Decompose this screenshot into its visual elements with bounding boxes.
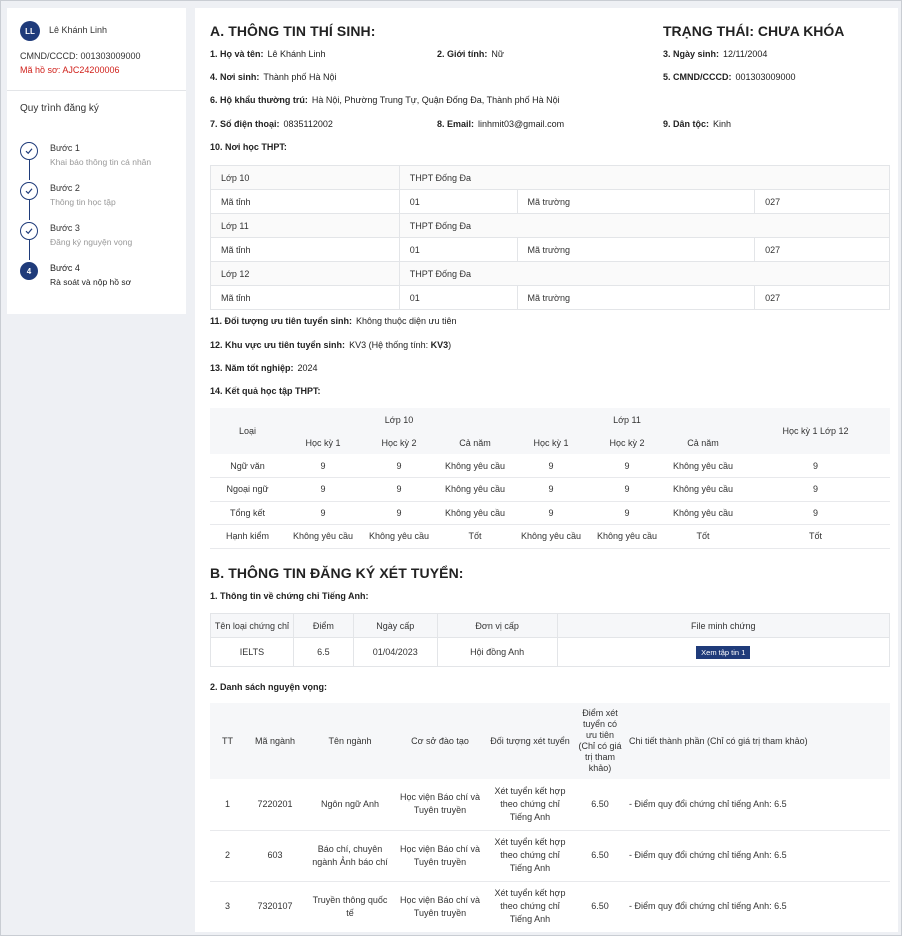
section-a-title: A. THÔNG TIN THÍ SINH:	[210, 23, 376, 39]
cell: Ngữ văn	[210, 454, 285, 478]
field-priority-area	[210, 340, 451, 350]
column-header: Cơ sở đào tạo	[395, 703, 485, 779]
step-title: Bước 1	[50, 143, 80, 153]
field-label: 3. Ngày sinh:	[663, 49, 720, 59]
column-header: Ngày cấp	[353, 614, 437, 638]
cell: Xét tuyển kết hợp theo chứng chỉ Tiếng Anh	[485, 779, 575, 830]
field-value: Lê Khánh Linh	[267, 49, 326, 59]
field-label: 14. Kết quả học tập THPT:	[210, 386, 321, 396]
column-header: Tên loại chứng chỉ	[211, 614, 294, 638]
field-label: 5. CMND/CCCD:	[663, 72, 732, 82]
cell	[557, 638, 889, 667]
user-card	[7, 8, 186, 91]
cell: Hội đồng Anh	[437, 638, 557, 667]
cell: 9	[361, 501, 437, 525]
cell: 027	[755, 190, 890, 214]
cell: Không yêu cầu	[589, 525, 665, 549]
field-label: 10. Nơi học THPT:	[210, 142, 287, 152]
column-header: Lớp 11	[513, 408, 741, 431]
field-value-end: )	[448, 340, 452, 350]
field-label: 12. Khu vực ưu tiên tuyển sinh:	[210, 340, 346, 350]
table-row	[210, 478, 890, 502]
cell: - Điểm quy đổi chứng chỉ tiếng Anh: 6.5	[625, 881, 890, 932]
cell: Mã trường	[517, 286, 755, 310]
table-row	[211, 286, 890, 310]
field-phone	[210, 119, 333, 129]
cell: 01	[399, 286, 517, 310]
table-header-row	[210, 703, 890, 779]
field-value: 0835112002	[283, 119, 333, 129]
field-residence	[210, 95, 560, 105]
cell: Không yêu cầu	[437, 501, 513, 525]
cell: 6.50	[575, 881, 625, 932]
step-connector	[29, 240, 30, 260]
wish-label	[210, 682, 327, 692]
field-priority-object	[210, 316, 457, 326]
check-icon	[20, 142, 38, 160]
cell: 01/04/2023	[353, 638, 437, 667]
avatar: LL	[20, 21, 40, 41]
cell: Không yêu cầu	[437, 478, 513, 502]
cell: Không yêu cầu	[437, 454, 513, 478]
field-value: Hà Nội, Phường Trung Tự, Quận Đống Đa, Thành phố Hà Nội	[311, 95, 560, 105]
field-grad-year	[210, 363, 318, 373]
cell: Ngoại ngữ	[210, 478, 285, 502]
cell: 9	[741, 478, 890, 502]
cell: Hạnh kiểm	[210, 525, 285, 549]
cell: Xét tuyển kết hợp theo chứng chỉ Tiếng Anh	[485, 830, 575, 881]
cell: 6.50	[575, 830, 625, 881]
cell: - Điểm quy đổi chứng chỉ tiếng Anh: 6.5	[625, 830, 890, 881]
cell: Báo chí, chuyên ngành Ảnh báo chí	[305, 830, 395, 881]
column-header: TT	[210, 703, 245, 779]
column-header: Học kỳ 1	[285, 431, 361, 454]
school-table	[210, 165, 890, 310]
cell: Không yêu cầu	[513, 525, 589, 549]
table-row	[211, 214, 890, 238]
cell: 9	[361, 454, 437, 478]
field-label: 9. Dân tộc:	[663, 119, 710, 129]
cell: Tốt	[437, 525, 513, 549]
column-header: Học kỳ 2	[361, 431, 437, 454]
column-header: Cả năm	[437, 431, 513, 454]
cell: Mã tỉnh	[211, 238, 400, 262]
table-row	[210, 779, 890, 830]
column-header: Học kỳ 1 Lớp 12	[741, 408, 890, 454]
cert-label	[210, 591, 369, 601]
cell: Mã tỉnh	[211, 190, 400, 214]
field-label: 7. Số điện thoại:	[210, 119, 280, 129]
user-id-number: CMND/CCCD: 001303009000	[20, 51, 141, 61]
cell: 9	[741, 454, 890, 478]
step-subtitle: Rà soát và nộp hồ sơ	[50, 277, 132, 287]
step-1[interactable]	[20, 140, 180, 180]
cell: Tốt	[741, 525, 890, 549]
column-header: Đơn vị cấp	[437, 614, 557, 638]
school-grade: Lớp 10	[211, 166, 400, 190]
cell: 9	[513, 454, 589, 478]
table-header-row	[211, 614, 890, 638]
user-file-code: Mã hồ sơ: AJC24200006	[20, 65, 120, 75]
field-value: Thành phố Hà Nội	[263, 72, 337, 82]
certificate-table	[210, 613, 890, 667]
cell: 9	[589, 501, 665, 525]
cell: 2	[210, 830, 245, 881]
field-label: 2. Danh sách nguyện vọng:	[210, 682, 328, 692]
field-value: 001303009000	[735, 72, 796, 82]
table-row	[211, 190, 890, 214]
section-b-title: B. THÔNG TIN ĐĂNG KÝ XÉT TUYỂN:	[210, 565, 464, 581]
status-label: TRẠNG THÁI: CHƯA KHÓA	[663, 23, 845, 39]
table-row	[210, 525, 890, 549]
main-content	[195, 8, 898, 932]
field-label: 13. Năm tốt nghiệp:	[210, 363, 294, 373]
steps-title: Quy trình đăng ký	[20, 103, 99, 114]
check-icon	[20, 182, 38, 200]
step-2[interactable]	[20, 180, 180, 220]
column-header: Lớp 10	[285, 408, 513, 431]
step-subtitle: Đăng ký nguyện vọng	[50, 237, 133, 247]
step-4[interactable]	[20, 260, 180, 300]
field-value-bold: KV3	[430, 340, 449, 350]
user-name: Lê Khánh Linh	[49, 25, 108, 35]
school-name: THPT Đống Đa	[399, 166, 889, 190]
cell: 9	[513, 478, 589, 502]
cell: Tốt	[665, 525, 741, 549]
cell: Không yêu cầu	[665, 454, 741, 478]
field-dob	[663, 49, 767, 59]
cell: Không yêu cầu	[665, 478, 741, 502]
cell: 9	[589, 454, 665, 478]
school-grade: Lớp 12	[211, 262, 400, 286]
column-header: Loại	[210, 408, 285, 454]
cell: 01	[399, 238, 517, 262]
column-header: Chi tiết thành phần (Chỉ có giá trị tham khảo)	[625, 703, 890, 779]
cell: Mã tỉnh	[211, 286, 400, 310]
table-row	[210, 881, 890, 932]
cell: 7320107	[245, 881, 305, 932]
field-gender	[437, 49, 504, 59]
field-value: Nữ	[491, 49, 504, 59]
cell: Mã trường	[517, 190, 755, 214]
cell: Không yêu cầu	[361, 525, 437, 549]
table-row	[210, 454, 890, 478]
view-file-button[interactable]: Xem tập tin 1	[696, 646, 750, 659]
field-label: 11. Đối tượng ưu tiên tuyển sinh:	[210, 316, 352, 326]
table-row	[210, 501, 890, 525]
wishes-table	[210, 703, 890, 932]
field-value: linhmit03@gmail.com	[478, 119, 565, 129]
school-name: THPT Đống Đa	[399, 214, 889, 238]
cell: Không yêu cầu	[665, 501, 741, 525]
field-name	[210, 49, 326, 59]
cell: 9	[513, 501, 589, 525]
cell: 9	[285, 454, 361, 478]
column-header: File minh chứng	[557, 614, 889, 638]
cell: Học viện Báo chí và Tuyên truyền	[395, 779, 485, 830]
cell: Ngôn ngữ Anh	[305, 779, 395, 830]
field-school-label	[210, 142, 287, 152]
cell: 6.5	[293, 638, 353, 667]
field-value: KV3 (Hệ thống tính:	[349, 340, 429, 350]
table-row	[211, 262, 890, 286]
step-subtitle: Thông tin học tập	[50, 197, 116, 207]
step-title: Bước 2	[50, 183, 80, 193]
cell: Học viện Báo chí và Tuyên truyền	[395, 881, 485, 932]
step-subtitle: Khai báo thông tin cá nhân	[50, 157, 152, 167]
cell: 027	[755, 286, 890, 310]
cell: - Điểm quy đổi chứng chỉ tiếng Anh: 6.5	[625, 779, 890, 830]
cell: 1	[210, 779, 245, 830]
column-header: Tên ngành	[305, 703, 395, 779]
cell: Xét tuyển kết hợp theo chứng chỉ Tiếng Anh	[485, 881, 575, 932]
step-connector	[29, 160, 30, 180]
cell: Học viện Báo chí và Tuyên truyền	[395, 830, 485, 881]
cell: 9	[361, 478, 437, 502]
step-connector	[29, 200, 30, 220]
column-header: Học kỳ 1	[513, 431, 589, 454]
cell: Tổng kết	[210, 501, 285, 525]
cell: Không yêu cầu	[285, 525, 361, 549]
table-row	[211, 638, 890, 667]
field-label: 2. Giới tính:	[437, 49, 488, 59]
column-header: Đối tượng xét tuyển	[485, 703, 575, 779]
field-label: 6. Hộ khẩu thường trú:	[210, 95, 308, 105]
column-header: Cả năm	[665, 431, 741, 454]
field-email	[437, 119, 564, 129]
cell: 9	[285, 501, 361, 525]
school-name: THPT Đống Đa	[399, 262, 889, 286]
table-header-row	[210, 408, 890, 431]
field-label: 8. Email:	[437, 119, 475, 129]
school-grade: Lớp 11	[211, 214, 400, 238]
field-label: 4. Nơi sinh:	[210, 72, 260, 82]
field-results-label	[210, 386, 321, 396]
cell: Truyền thông quốc tế	[305, 881, 395, 932]
field-ethnic	[663, 119, 731, 129]
step-title: Bước 4	[50, 263, 80, 273]
table-row	[211, 238, 890, 262]
field-value: Không thuộc diện ưu tiên	[355, 316, 457, 326]
table-row	[211, 166, 890, 190]
table-row	[210, 830, 890, 881]
column-header: Học kỳ 2	[589, 431, 665, 454]
cell: 027	[755, 238, 890, 262]
column-header: Điểm xét tuyển có ưu tiên (Chỉ có giá trị tham khảo)	[575, 703, 625, 779]
cell: 9	[285, 478, 361, 502]
cell: Mã trường	[517, 238, 755, 262]
step-number-badge: 4	[20, 262, 38, 280]
cell: 6.50	[575, 779, 625, 830]
field-value: 2024	[297, 363, 318, 373]
cell: 9	[741, 501, 890, 525]
field-value: 12/11/2004	[723, 49, 768, 59]
field-id	[663, 72, 796, 82]
cell: IELTS	[211, 638, 294, 667]
cell: 603	[245, 830, 305, 881]
field-label: 1. Họ và tên:	[210, 49, 264, 59]
check-icon	[20, 222, 38, 240]
field-label: 1. Thông tin về chứng chỉ Tiếng Anh:	[210, 591, 369, 601]
cell: 01	[399, 190, 517, 214]
grades-table	[210, 408, 890, 549]
step-3[interactable]	[20, 220, 180, 260]
column-header: Mã ngành	[245, 703, 305, 779]
cell: 9	[589, 478, 665, 502]
step-title: Bước 3	[50, 223, 80, 233]
cell: 3	[210, 881, 245, 932]
cell: 7220201	[245, 779, 305, 830]
column-header: Điểm	[293, 614, 353, 638]
field-birthplace	[210, 72, 336, 82]
field-value: Kinh	[713, 119, 732, 129]
